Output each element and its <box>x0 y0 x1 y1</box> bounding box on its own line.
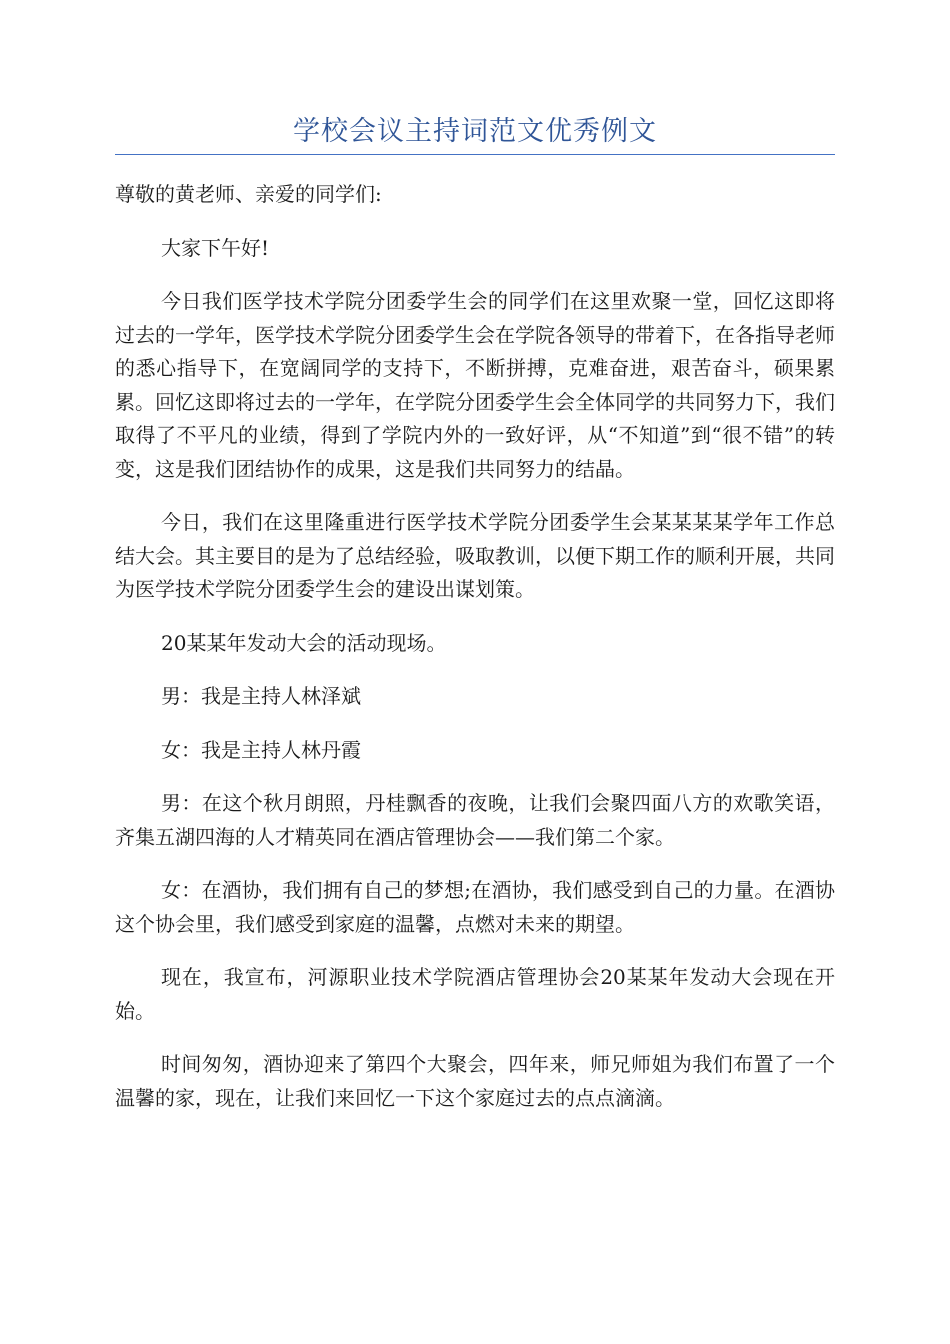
paragraph: 大家下午好! <box>161 235 270 260</box>
paragraph: 今日，我们在这里隆重进行医学技术学院分团委学生会某某某某学年工作总结大会。其主要目的是为了总结经验，吸取教训，以便下期工作的顺利开展，共同为医学技术学院分团委学生会的建设出谋划策。 <box>115 510 835 601</box>
title-underline <box>115 154 835 155</box>
paragraph: 20某某年发动大会的活动现场。 <box>161 630 447 655</box>
document-body <box>115 178 835 1135</box>
document-title: 学校会议主持词范文优秀例文 <box>293 116 657 147</box>
paragraph: 女：我是主持人林丹霞 <box>161 737 361 762</box>
salutation: 尊敬的黄老师、亲爱的同学们: <box>115 182 382 206</box>
paragraph: 男：在这个秋月朗照，丹桂飘香的夜晚，让我们会聚四面八方的欢歌笑语，齐集五湖四海的人才精英同在酒店管理协会——我们第二个家。 <box>115 791 835 849</box>
paragraph: 现在，我宣布，河源职业技术学院酒店管理协会20某某年发动大会现在开始。 <box>115 965 835 1023</box>
paragraph: 今日我们医学技术学院分团委学生会的同学们在这里欢聚一堂，回忆这即将过去的一学年，医学技术学院分团委学生会在学院各领导的带着下，在各指导老师的悉心指导下，在宽阔同学的支持下，不断拼搏，克难奋进，艰苦奋斗，硕果累累。回忆这即将过去的一学年，在学院分团委学生会全体同学的共同努力下，我们取得了不平凡的业绩，得到了学院内外的一致好评，从“不知道”到“很不错”的转变，这是我们团结协作的成果，这是我们共同努力的结晶。 <box>115 289 835 481</box>
paragraph: 时间匆匆，酒协迎来了第四个大聚会，四年来，师兄师姐为我们布置了一个温馨的家，现在，让我们来回忆一下这个家庭过去的点点滴滴。 <box>115 1052 835 1110</box>
paragraph: 男：我是主持人林泽斌 <box>161 684 361 708</box>
paragraph: 女：在酒协，我们拥有自己的梦想;在酒协，我们感受到自己的力量。在酒协这个协会里，我们感受到家庭的温馨，点燃对未来的期望。 <box>115 878 835 936</box>
